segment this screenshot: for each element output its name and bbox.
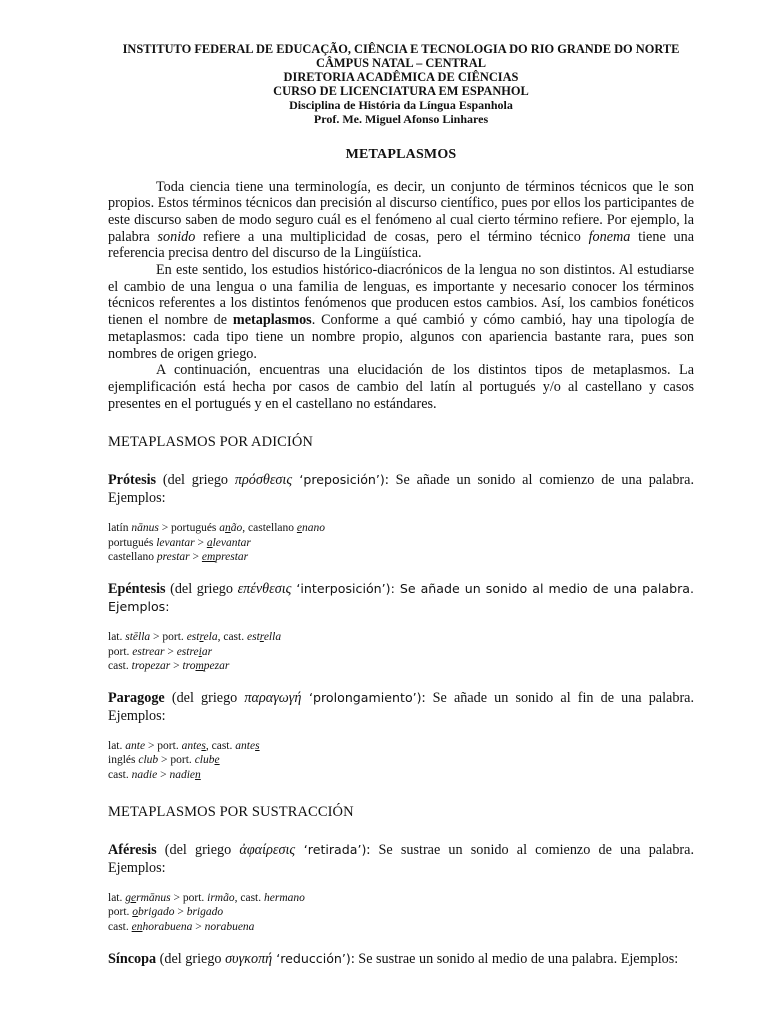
- examples-paragoge: [108, 739, 694, 782]
- definition-text: (del griego: [164, 690, 245, 707]
- intro-p2-bold-metaplasmos: metaplasmos: [232, 312, 312, 329]
- intro-paragraph-3: A continuación, encuentras una elucidación de los distintos tipos de metaplasmos. La ejemplificación está hecha por casos de cambio del latín al portugués y/o al castellano y casos presentes en el portugués y en el castellano no estándares.: [108, 362, 694, 412]
- definition-paragoge: [108, 689, 694, 725]
- example-text: >: [157, 768, 170, 781]
- word-part: nadie: [169, 768, 196, 781]
- example-text: cast.: [108, 920, 132, 933]
- greek-word: πρόσθεσις: [234, 472, 293, 489]
- example-word: [297, 522, 325, 534]
- example-word: [247, 631, 281, 643]
- example-word: nadie: [131, 768, 158, 781]
- section-heading-adicion: METAPLASMOS POR ADICIÓN: [108, 434, 313, 451]
- section-heading-sustraccion: METAPLASMOS POR SUSTRACCIÓN: [108, 804, 354, 821]
- example-word: stēlla: [125, 631, 151, 644]
- example-text: , cast.: [217, 631, 247, 644]
- example-line: [108, 521, 694, 535]
- underlined-sound: n: [195, 768, 201, 781]
- word-part: pezar: [203, 659, 230, 672]
- definition-sincopa: [108, 950, 694, 968]
- example-word: hermano: [264, 892, 305, 905]
- intro-p2-text-b: . Conforme a qué cambió y cómo cambió, hay una tipología de metaplasmos: cada tipo tiene un nombre propio, algunos con apariencia bastante rara, pues son nombres de origen griego.: [108, 312, 694, 362]
- example-text: >: [174, 906, 187, 919]
- header-line-directorate: DIRETORIA ACADÊMICA DE CIÊNCIAS: [283, 70, 519, 85]
- term-protesis: Prótesis: [108, 472, 157, 489]
- example-word: estrear: [132, 645, 165, 658]
- greek-word: ἀφαίρεσις: [239, 842, 296, 859]
- example-text: > port.: [145, 740, 182, 753]
- example-text: >: [164, 645, 177, 658]
- definition-text: : Se añade un sonido al fin de una palabra. Ejemplos:: [108, 690, 695, 725]
- word-part: ella: [263, 631, 282, 644]
- word-part: ela: [203, 631, 218, 644]
- example-word: [187, 631, 218, 643]
- gloss-text: ‘interposición’): [291, 581, 391, 597]
- example-text: portugués: [108, 536, 157, 549]
- underlined-sound: i: [198, 645, 202, 658]
- example-word: [202, 551, 248, 563]
- underlined-sound: s: [255, 740, 260, 753]
- example-text: > port.: [170, 892, 208, 905]
- document-page: [108, 42, 694, 968]
- example-word: [207, 537, 251, 549]
- greek-word: επένθεσις: [237, 581, 292, 598]
- greek-word: παραγωγή: [244, 690, 302, 707]
- example-text: >: [192, 920, 205, 933]
- example-text: port.: [108, 906, 133, 919]
- example-word: prestar: [156, 551, 190, 563]
- intro-p1-italic-fonema: fonema: [588, 228, 631, 245]
- example-word: club: [138, 754, 159, 767]
- word-part: rmānus: [136, 892, 171, 905]
- word-part: estre: [176, 645, 199, 658]
- underlined-sound: e: [214, 754, 220, 767]
- example-line: [108, 659, 694, 673]
- definition-text: (del griego: [165, 581, 238, 598]
- example-text: >: [170, 659, 183, 672]
- example-word: norabuena: [204, 920, 255, 933]
- example-word: [182, 660, 229, 672]
- example-text: lat.: [108, 631, 126, 644]
- example-text: >: [189, 551, 202, 563]
- underlined-sound: r: [199, 631, 204, 644]
- term-sincopa: Síncopa: [108, 950, 157, 967]
- underlined-sound: s: [201, 740, 206, 753]
- example-line: [108, 753, 694, 767]
- example-text: cast.: [108, 768, 132, 781]
- word-part: prestar: [215, 551, 249, 563]
- intro-p1-text-a: Toda ciencia tiene una terminología, es decir, un conjunto de términos técnicos que le son propios. Estos términos técnicos dan precisión al discurso científico, pues por ellos los participantes de este discurso saben de modo seguro cuál es el fenómeno al cual cierto término refiere. Por ejemplo, la palabra: [108, 178, 694, 245]
- term-paragoge: Paragoge: [108, 690, 165, 707]
- word-part: brigado: [138, 906, 175, 919]
- header-line-discipline: Disciplina de História da Língua Espanhola: [289, 98, 513, 113]
- example-text: latín: [108, 522, 132, 535]
- term-aferesis: Aféresis: [108, 842, 157, 859]
- word-part: tro: [182, 659, 196, 672]
- example-word: [177, 646, 212, 658]
- word-part: est: [246, 631, 260, 644]
- example-text: lat.: [108, 740, 126, 753]
- example-word: [219, 522, 242, 534]
- intro-paragraph-1: [108, 179, 694, 263]
- example-line: [108, 920, 694, 934]
- example-word: [132, 921, 193, 933]
- gloss-text: ‘retirada’): [295, 842, 367, 858]
- intro-p1-italic-sonido: sonido: [157, 228, 196, 245]
- word-part: nano: [302, 522, 325, 535]
- word-part: ante: [235, 740, 256, 753]
- example-text: castellano: [108, 551, 157, 563]
- gloss-text: ‘prolongamiento’): [301, 690, 422, 706]
- word-part: ante: [181, 740, 202, 753]
- example-text: , castellano: [242, 522, 297, 535]
- example-text: > portugués: [158, 522, 220, 535]
- underlined-sound: em: [201, 551, 216, 563]
- word-part: club: [194, 754, 215, 767]
- example-line: [108, 891, 694, 905]
- definition-text: (del griego: [156, 950, 226, 967]
- example-line: [108, 536, 694, 550]
- gloss-text: ‘preposición’): [292, 472, 385, 488]
- word-part: est: [186, 631, 200, 644]
- examples-protesis: [108, 521, 694, 564]
- example-word: [132, 906, 174, 918]
- example-text: inglés: [108, 754, 139, 767]
- definition-text: : Se añade un sonido al medio de una palabra. Ejemplos:: [108, 581, 694, 615]
- page-title: METAPLASMOS: [345, 146, 457, 162]
- word-part: levantar: [212, 536, 251, 549]
- example-word: irmão: [207, 892, 235, 905]
- example-text: > port.: [158, 754, 195, 767]
- examples-epentesis: [108, 630, 694, 673]
- underlined-sound: r: [259, 631, 264, 644]
- underlined-sound: ge: [125, 892, 137, 905]
- example-word: nānus: [131, 522, 159, 535]
- examples-aferesis: [108, 891, 694, 934]
- example-line: [108, 905, 694, 919]
- word-part: a: [219, 522, 226, 535]
- example-line: [108, 550, 694, 564]
- definition-aferesis: [108, 841, 694, 877]
- example-line: [108, 645, 694, 659]
- greek-word: συγκοπή: [225, 950, 273, 967]
- header-line-campus: CÂMPUS NATAL – CENTRAL: [316, 56, 486, 71]
- example-text: >: [194, 536, 207, 549]
- institution-header: [108, 42, 694, 127]
- definition-epentesis: [108, 580, 694, 616]
- intro-p1-text-b: refiere a una multiplicidad de cosas, pero el término técnico: [195, 228, 589, 245]
- example-word: tropezar: [131, 659, 171, 672]
- example-text: , cast.: [234, 892, 265, 905]
- example-line: [108, 768, 694, 782]
- example-line: [108, 630, 694, 644]
- underlined-sound: e: [296, 522, 302, 535]
- word-part: horabuena: [142, 920, 193, 933]
- underlined-sound: n: [225, 522, 231, 535]
- underlined-sound: o: [132, 906, 139, 919]
- example-text: > port.: [150, 631, 187, 644]
- definition-text: : Se sustrae un sonido al comienzo de una palabra. Ejemplos:: [108, 842, 694, 877]
- example-word: levantar: [156, 536, 195, 549]
- example-word: [169, 769, 200, 781]
- definition-text: (del griego: [156, 472, 235, 489]
- underlined-sound: m: [195, 659, 204, 672]
- example-word: [182, 740, 206, 752]
- example-word: ante: [125, 740, 146, 753]
- header-line-professor: Prof. Me. Miguel Afonso Linhares: [313, 112, 489, 127]
- example-word: [235, 740, 259, 752]
- example-word: brigado: [186, 906, 224, 919]
- header-line-course: CURSO DE LICENCIATURA EM ESPANHOL: [273, 84, 529, 99]
- underlined-sound: a: [206, 536, 213, 549]
- example-word: [195, 754, 220, 766]
- example-text: lat.: [108, 892, 126, 905]
- definition-text: : Se añade un sonido al comienzo de una palabra. Ejemplos:: [108, 472, 694, 507]
- intro-p1-text-c: tiene una referencia precisa dentro del discurso de la Lingüística.: [108, 228, 695, 262]
- underlined-sound: en: [131, 920, 143, 933]
- definition-protesis: [108, 471, 694, 507]
- word-part: ão: [230, 522, 243, 535]
- example-line: [108, 739, 694, 753]
- example-word: [125, 892, 170, 904]
- example-text: port.: [108, 645, 133, 658]
- intro-paragraph-2: [108, 262, 694, 362]
- gloss-text: ‘reducción’): [272, 950, 351, 966]
- word-part: ar: [201, 645, 213, 658]
- example-text: cast.: [108, 659, 132, 672]
- intro-p2-text-a: En este sentido, los estudios histórico-diacrónicos de la lengua no son distintos. Al estudiarse el cambio de una lengua o una familia de lenguas, es importante y necesario conocer los términos técnicos referentes a los distintos fenómenos que producen estos cambios. Así, los cambios fonéticos tienen el nombre de: [108, 262, 694, 329]
- definition-text: : Se sustrae un sonido al medio de una palabra. Ejemplos:: [350, 950, 679, 967]
- definition-text: (del griego: [156, 842, 240, 859]
- term-epentesis: Epéntesis: [108, 581, 166, 598]
- header-line-institute: INSTITUTO FEDERAL DE EDUCAÇÃO, CIÊNCIA E TECNOLOGIA DO RIO GRANDE DO NORTE: [122, 42, 680, 56]
- example-text: , cast.: [205, 740, 236, 753]
